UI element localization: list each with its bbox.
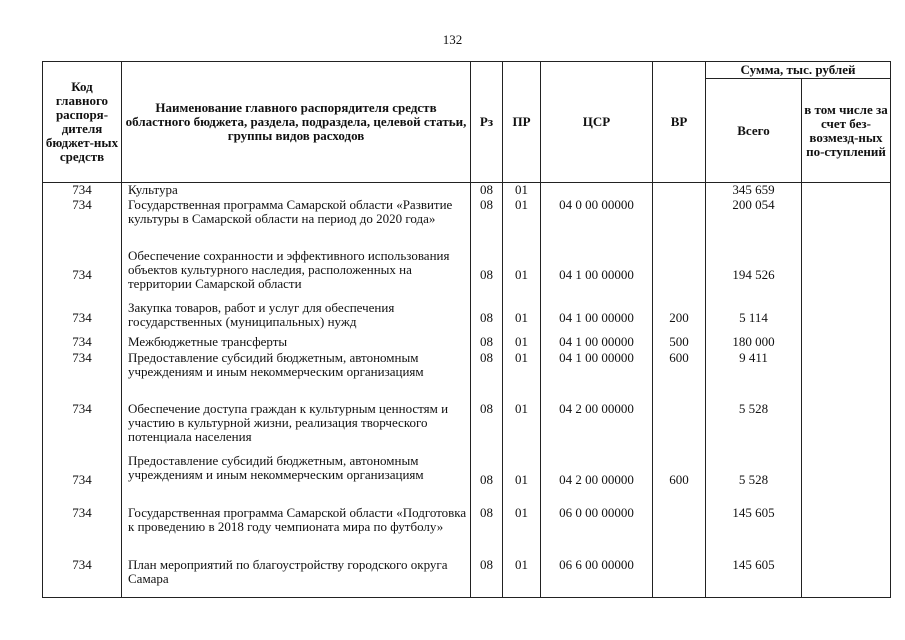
budget-table [42, 61, 891, 598]
table-row [43, 558, 891, 598]
table-row [43, 351, 891, 402]
header-rz: Рз [471, 62, 503, 183]
free-cell [802, 301, 891, 335]
header-csr: ЦСР [541, 62, 653, 183]
table-row [43, 454, 891, 506]
rz-cell: 08 [471, 402, 503, 454]
rz-cell: 08 [471, 183, 503, 198]
rz-cell: 08 [471, 249, 503, 301]
total-cell: 5 114 [706, 301, 802, 335]
code-cell: 734 [43, 183, 122, 198]
code-cell: 734 [43, 335, 122, 351]
total-cell: 5 528 [706, 402, 802, 454]
page-number: 132 [442, 32, 463, 47]
header-vr: ВР [653, 62, 706, 183]
code-cell: 734 [43, 249, 122, 301]
csr-cell: 04 2 00 00000 [541, 402, 653, 454]
vr-cell: 600 [653, 351, 706, 402]
rz-cell: 08 [471, 335, 503, 351]
table-row [43, 301, 891, 335]
code-cell: 734 [43, 198, 122, 249]
csr-cell: 04 0 00 00000 [541, 198, 653, 249]
code-cell: 734 [43, 351, 122, 402]
table-row [43, 335, 891, 351]
pr-cell: 01 [503, 558, 541, 598]
name-cell: Предоставление субсидий бюджетным, автономным учреждениям и иным некоммерческим организациям [122, 351, 471, 402]
csr-cell: 04 2 00 00000 [541, 454, 653, 506]
total-cell: 194 526 [706, 249, 802, 301]
rz-cell: 08 [471, 454, 503, 506]
free-cell [802, 183, 891, 198]
pr-cell: 01 [503, 402, 541, 454]
total-cell: 145 605 [706, 506, 802, 558]
total-cell: 200 054 [706, 198, 802, 249]
free-cell [802, 249, 891, 301]
name-cell: Закупка товаров, работ и услуг для обеспечения государственных (муниципальных) нужд [122, 301, 471, 335]
vr-cell [653, 402, 706, 454]
pr-cell: 01 [503, 506, 541, 558]
name-cell: Культура [122, 183, 471, 198]
csr-cell: 04 1 00 00000 [541, 301, 653, 335]
rz-cell: 08 [471, 506, 503, 558]
code-cell: 734 [43, 402, 122, 454]
csr-cell: 04 1 00 00000 [541, 335, 653, 351]
pr-cell: 01 [503, 198, 541, 249]
total-cell: 145 605 [706, 558, 802, 598]
csr-cell: 06 6 00 00000 [541, 558, 653, 598]
vr-cell [653, 183, 706, 198]
header-code: Код главного распоря-дителя бюджет-ных средств [43, 62, 122, 183]
vr-cell [653, 506, 706, 558]
header-total: Всего [706, 79, 802, 183]
name-cell: Государственная программа Самарской области «Развитие культуры в Самарской области на период до 2020 года» [122, 198, 471, 249]
free-cell [802, 558, 891, 598]
csr-cell [541, 183, 653, 198]
name-cell: Предоставление субсидий бюджетным, автономным учреждениям и иным некоммерческим организациям [122, 454, 471, 506]
total-cell: 180 000 [706, 335, 802, 351]
header-name: Наименование главного распорядителя средств областного бюджета, раздела, подраздела, целевой статьи, группы видов расходов [122, 62, 471, 183]
vr-cell [653, 558, 706, 598]
rz-cell: 08 [471, 198, 503, 249]
free-cell [802, 506, 891, 558]
free-cell [802, 335, 891, 351]
header-free: в том числе за счет без-возмезд-ных по-ступлений [802, 79, 891, 183]
pr-cell: 01 [503, 183, 541, 198]
vr-cell: 200 [653, 301, 706, 335]
table-row [43, 183, 891, 198]
free-cell [802, 454, 891, 506]
table-body [43, 183, 891, 598]
free-cell [802, 351, 891, 402]
rz-cell: 08 [471, 301, 503, 335]
table-row [43, 506, 891, 558]
vr-cell: 600 [653, 454, 706, 506]
free-cell [802, 198, 891, 249]
pr-cell: 01 [503, 351, 541, 402]
header-pr: ПР [503, 62, 541, 183]
total-cell: 345 659 [706, 183, 802, 198]
name-cell: Обеспечение сохранности и эффективного использования объектов культурного наследия, расположенных на территории Самарской области [122, 249, 471, 301]
table-row [43, 249, 891, 301]
csr-cell: 04 1 00 00000 [541, 351, 653, 402]
code-cell: 734 [43, 558, 122, 598]
name-cell: Государственная программа Самарской области «Подготовка к проведению в 2018 году чемпионата мира по футболу» [122, 506, 471, 558]
table-row [43, 402, 891, 454]
pr-cell: 01 [503, 301, 541, 335]
csr-cell: 06 0 00 00000 [541, 506, 653, 558]
pr-cell: 01 [503, 249, 541, 301]
rz-cell: 08 [471, 351, 503, 402]
vr-cell: 500 [653, 335, 706, 351]
table-row [43, 198, 891, 249]
rz-cell: 08 [471, 558, 503, 598]
header-sum: Сумма, тыс. рублей [706, 62, 891, 79]
vr-cell [653, 249, 706, 301]
code-cell: 734 [43, 301, 122, 335]
pr-cell: 01 [503, 335, 541, 351]
total-cell: 9 411 [706, 351, 802, 402]
free-cell [802, 402, 891, 454]
total-cell: 5 528 [706, 454, 802, 506]
pr-cell: 01 [503, 454, 541, 506]
vr-cell [653, 198, 706, 249]
csr-cell: 04 1 00 00000 [541, 249, 653, 301]
code-cell: 734 [43, 506, 122, 558]
name-cell: Межбюджетные трансферты [122, 335, 471, 351]
code-cell: 734 [43, 454, 122, 506]
table-header [43, 62, 891, 183]
name-cell: Обеспечение доступа граждан к культурным ценностям и участию в культурной жизни, реализация творческого потенциала населения [122, 402, 471, 454]
name-cell: План мероприятий по благоустройству городского округа Самара [122, 558, 471, 598]
